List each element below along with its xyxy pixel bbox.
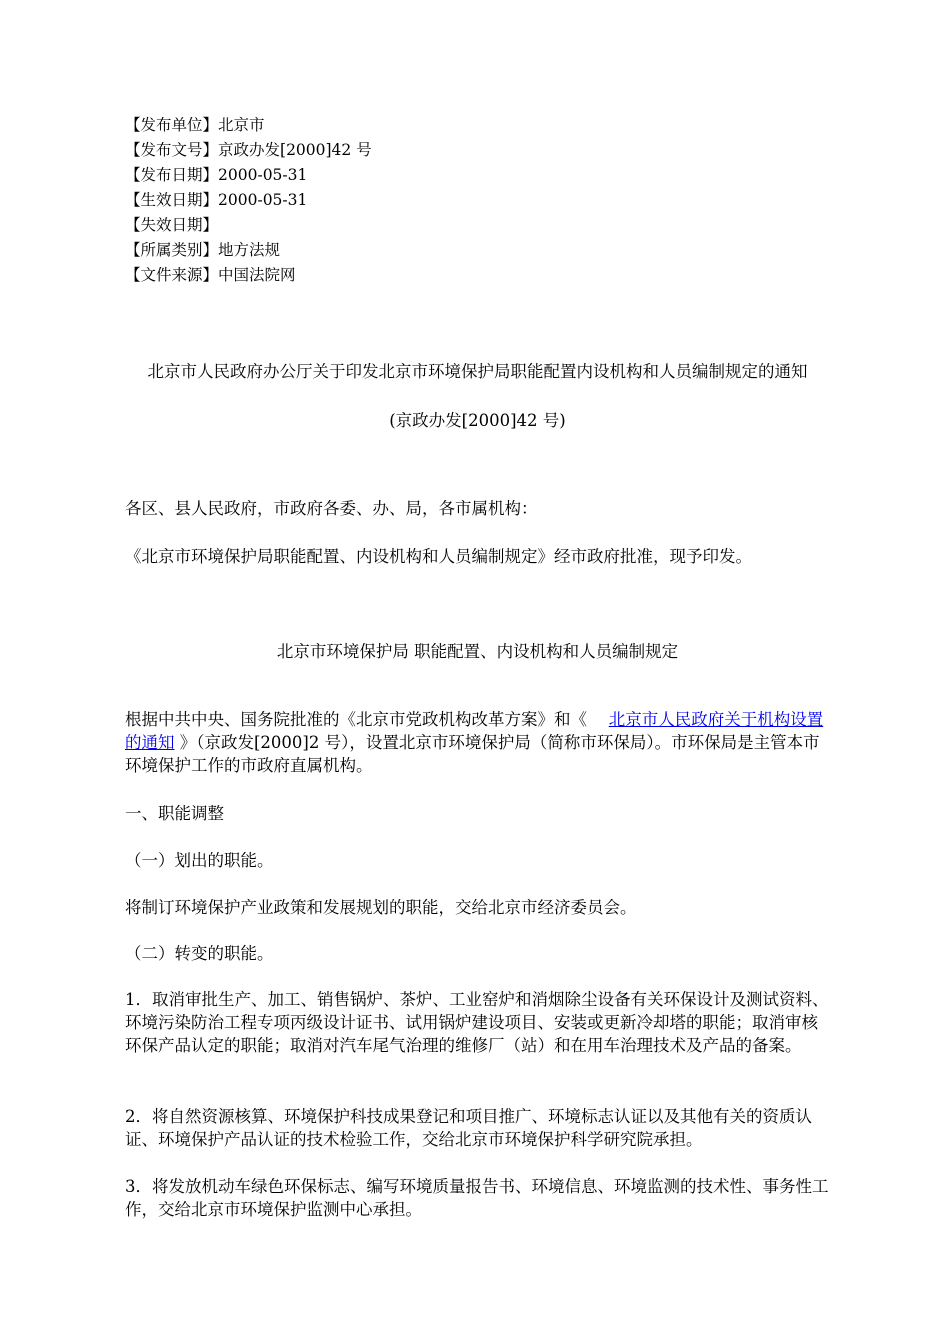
list-item-1: 1．取消审批生产、加工、销售锅炉、茶炉、工业窑炉和消烟除尘设备有关环保设计及测试资料、环境污染防治工程专项丙级设计证书、试用锅炉建设项目、安装或更新冷却塔的职能；取消审核环保产品认定的职能；取消对汽车尾气治理的维修厂（站）和在用车治理技术及产品的备案。 <box>125 990 829 1055</box>
subsection-heading-2: （二）转变的职能。 <box>125 944 274 963</box>
meta-value: 2000-05-31 <box>218 191 308 209</box>
salutation: 各区、县人民政府，市政府各委、办、局，各市属机构： <box>125 499 538 518</box>
meta-key: 【生效日期】 <box>125 191 219 209</box>
meta-key: 【文件来源】 <box>125 266 219 284</box>
meta-key: 【发布单位】 <box>125 116 219 134</box>
notice-title: 北京市人民政府办公厅关于印发北京市环境保护局职能配置内设机构和人员编制规定的通知 <box>147 362 808 381</box>
meta-source <box>125 263 830 288</box>
meta-value: 中国法院网 <box>218 266 296 284</box>
list-item-3: 3．将发放机动车绿色环保标志、编写环境质量报告书、环境信息、环境监测的技术性、事务性工作，交给北京市环境保护监测中心承担。 <box>125 1177 829 1219</box>
notice-number: (京政办发[2000]42 号) <box>389 411 566 430</box>
intro-text-after: 》（京政发[2000]2 号），设置北京市环境保护局（简称市环保局）。市环保局是主管本市环境保护工作的市政府直属机构。 <box>125 733 820 775</box>
meta-value: 2000-05-31 <box>218 166 308 184</box>
intro-paragraph <box>125 708 830 777</box>
meta-effective-date <box>125 188 830 213</box>
meta-value: 地方法规 <box>218 241 281 259</box>
meta-doc-number <box>125 138 830 163</box>
approval-text: 《北京市环境保护局职能配置、内设机构和人员编制规定》经市政府批准，现予印发。 <box>125 547 752 566</box>
regulation-title: 北京市环境保护局 职能配置、内设机构和人员编制规定 <box>276 642 679 661</box>
subsection-text-1: 将制订环境保护产业政策和发展规划的职能，交给北京市经济委员会。 <box>125 898 637 917</box>
meta-key: 【所属类别】 <box>125 241 219 259</box>
metadata-block <box>125 113 830 288</box>
subsection-heading-1: （一）划出的职能。 <box>125 851 274 870</box>
intro-text-before: 根据中共中央、国务院批准的《北京市党政机构改革方案》和《 <box>125 710 609 729</box>
meta-key: 【发布日期】 <box>125 166 219 184</box>
document-page <box>125 113 830 1219</box>
meta-category <box>125 238 830 263</box>
meta-publisher <box>125 113 830 138</box>
list-item-2: 2．将自然资源核算、环境保护科技成果登记和项目推广、环境标志认证以及其他有关的资质认证、环境保护产品认证的技术检验工作，交给北京市环境保护科学研究院承担。 <box>125 1107 812 1149</box>
meta-key: 【失效日期】 <box>125 216 219 234</box>
meta-value: 京政办发[2000]42 号 <box>218 141 372 159</box>
meta-publish-date <box>125 163 830 188</box>
meta-expiry-date <box>125 213 830 238</box>
section-heading: 一、职能调整 <box>125 804 224 823</box>
meta-key: 【发布文号】 <box>125 141 219 159</box>
notice-link[interactable]: 北京市人民政府关于机构设置的通知 <box>125 710 824 752</box>
meta-value: 北京市 <box>218 116 265 134</box>
